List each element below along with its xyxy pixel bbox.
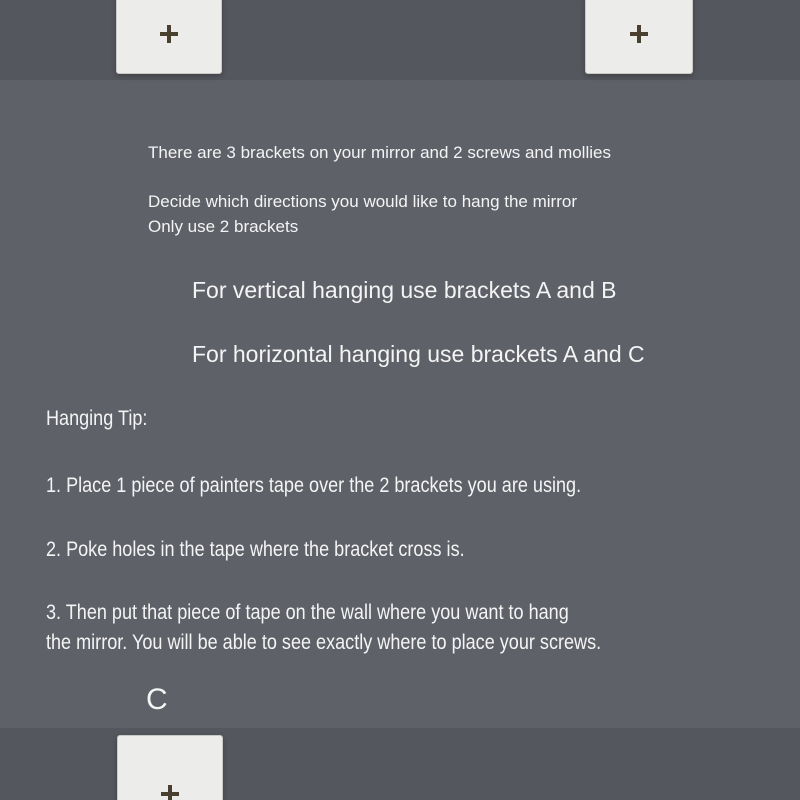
vertical-option: For vertical hanging use brackets A and B (192, 277, 617, 303)
tip-step-3-line-1: 3. Then put that piece of tape on the wall where you want to hang (46, 601, 569, 624)
tip-step-2: 2. Poke holes in the tape where the bracket cross is. (46, 538, 465, 561)
cross-slot-icon (627, 22, 651, 46)
intro-line-3: Only use 2 brackets (148, 217, 299, 236)
bracket-c-label: C (146, 683, 168, 716)
tip-step-1: 1. Place 1 piece of painters tape over the 2 brackets you are using. (46, 474, 582, 497)
tip-heading: Hanging Tip: (46, 407, 148, 430)
horizontal-option: For horizontal hanging use brackets A and C (192, 341, 645, 367)
bracket-top-right (585, 0, 693, 74)
bracket-top-left (116, 0, 222, 74)
intro-line-1: There are 3 brackets on your mirror and 2 screws and mollies (148, 143, 611, 162)
cross-slot-icon (157, 22, 181, 46)
intro-line-2: Decide which directions you would like to hang the mirror (148, 192, 577, 211)
cross-slot-icon (158, 782, 182, 800)
tip-step-3-line-2: the mirror. You will be able to see exactly where to place your screws. (46, 631, 602, 654)
bracket-bottom (117, 735, 223, 800)
